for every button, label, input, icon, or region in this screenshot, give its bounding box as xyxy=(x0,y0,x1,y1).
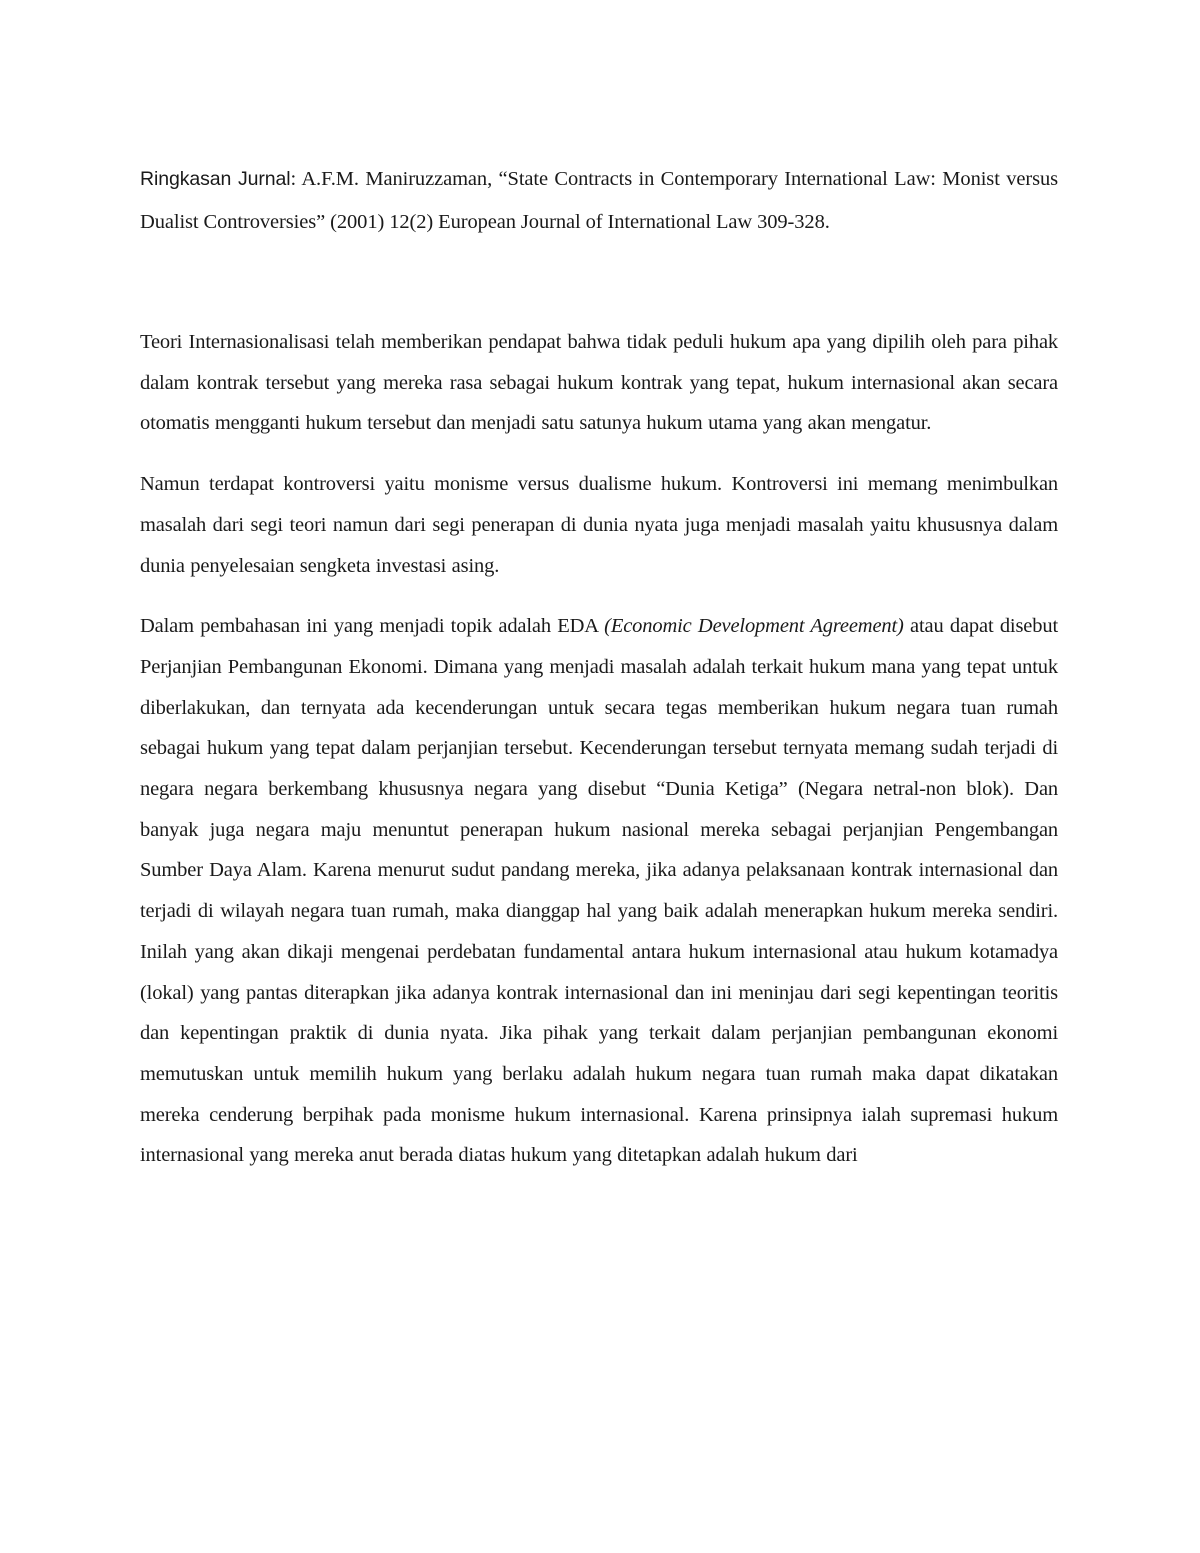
paragraph-3-lead: Dalam pembahasan ini yang menjadi topik adalah EDA xyxy=(140,615,605,638)
paragraph-3 xyxy=(140,606,1058,1176)
paragraph-2: Namun terdapat kontroversi yaitu monisme versus dualisme hukum. Kontroversi ini memang menimbulkan masalah dari segi teori namun dari segi penerapan di dunia nyata juga menjadi masalah yaitu khususnya dalam dunia penyelesaian sengketa investasi asing. xyxy=(140,473,1058,577)
document-page xyxy=(140,158,1058,1176)
heading-label: Ringkasan Jurnal xyxy=(140,168,291,190)
paragraph-3-emphasis: (Economic Development Agreement) xyxy=(604,615,904,638)
paragraph-1: Teori Internasionalisasi telah memberikan pendapat bahwa tidak peduli hukum apa yang dipilih oleh para pihak dalam kontrak tersebut yang mereka rasa sebagai hukum kontrak yang tepat, hukum internasional akan secara otomatis mengganti hukum tersebut dan menjadi satu satunya hukum utama yang akan mengatur. xyxy=(140,331,1058,435)
journal-summary-heading xyxy=(140,158,1058,244)
paragraph-3-body: atau dapat disebut Perjanjian Pembangunan Ekonomi. Dimana yang menjadi masalah adalah terkait hukum mana yang tepat untuk diberlakukan, dan ternyata ada kecenderungan untuk secara tegas memberikan hukum negara tuan rumah sebagai hukum yang tepat dalam perjanjian tersebut. Kecenderungan tersebut ternyata memang sudah terjadi di negara negara berkembang khususnya negara yang disebut “Dunia Ketiga” (Negara netral-non blok). Dan banyak juga negara maju menuntut penerapan hukum nasional mereka sebagai perjanjian Pengembangan Sumber Daya Alam. Karena menurut sudut pandang mereka, jika adanya pelaksanaan kontrak internasional dan terjadi di wilayah negara tuan rumah, maka dianggap hal yang baik adalah menerapkan hukum mereka sendiri. Inilah yang akan dikaji mengenai perdebatan fundamental antara hukum internasional atau hukum kotamadya (lokal) yang pantas diterapkan jika adanya kontrak internasional dan ini meninjau dari segi kepentingan teoritis dan kepentingan praktik di dunia nyata. Jika pihak yang terkait dalam perjanjian pembangunan ekonomi memutuskan untuk memilih hukum yang berlaku adalah hukum negara tuan rumah maka dapat dikatakan mereka cenderung berpihak pada monisme hukum internasional. Karena prinsipnya ialah supremasi hukum internasional yang mereka anut berada diatas hukum yang ditetapkan adalah hukum dari xyxy=(140,615,1059,1167)
heading-citation: : A.F.M. Maniruzzaman, “State Contracts in Contemporary International Law: Monist versus Dualist Controversies” (2001) 12(2) European Journal of International Law 309-328. xyxy=(140,168,1058,233)
